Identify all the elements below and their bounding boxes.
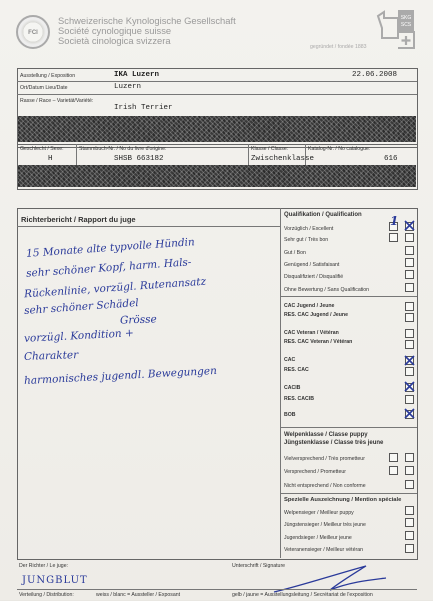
class-label: Klasse / Classe: [251, 146, 289, 152]
distribution-label: Verteilung / Distribution: [19, 592, 74, 598]
res-cac-veteran-checkbox[interactable] [405, 340, 414, 349]
org-name-de: Schweizerische Kynologische Gesellschaft [58, 15, 236, 26]
class-value: Zwischenklasse [251, 155, 315, 163]
puppy-promising-very: Vielversprechend / Très prometteur [284, 456, 365, 462]
very-good-rank-box[interactable] [389, 233, 398, 242]
stud-value: SHSB 663182 [114, 155, 164, 163]
res-cac-checkbox[interactable] [405, 367, 414, 376]
special-best-youngest: Jüngstensieger / Meilleur très jeune [284, 522, 366, 528]
qual-sufficient: Genügend / Satisfaisant [284, 262, 340, 268]
res-cac-label: RES. CAC [284, 367, 309, 373]
special-checkbox-3[interactable] [405, 531, 414, 540]
org-name-fr: Société cynologique suisse [58, 25, 172, 36]
puppy-checkbox-1[interactable] [405, 453, 414, 462]
special-best-puppy: Welpensieger / Meilleur puppy [284, 510, 354, 516]
details-security-pattern [18, 165, 416, 187]
youngest-title: Jüngstenklasse / Classe très jeune [284, 440, 384, 446]
cac-youth-label: CAC Jugend / Jeune [284, 303, 335, 309]
disqualified-checkbox[interactable] [405, 270, 414, 279]
signature-label: Unterschrift / Signature [232, 563, 286, 569]
special-best-veteran: Veteranensieger / Meilleur vétéran [284, 547, 364, 553]
cac-label: CAC [284, 357, 296, 363]
exhibition-date: 22.06.2008 [352, 71, 398, 79]
cac-youth-checkbox[interactable] [405, 302, 414, 311]
report-line-5: Grösse [119, 313, 157, 327]
stud-label: Stammbuch-Nr. / No du livre d'origine: [79, 146, 167, 152]
exhibition-value: IKA Luzern [114, 71, 160, 79]
special-best-junior: Jugendsieger / Meilleur jeune [284, 535, 352, 541]
report-line-4: sehr schöner Schädel [23, 297, 140, 317]
report-line-3: Rückenlinie, vorzügl. Rutenansatz [23, 275, 207, 301]
puppy-not-conform: Nicht entsprechend / Non conforme [284, 483, 366, 489]
founded-text: gegründet / fondée 1883 [310, 44, 367, 50]
bob-label: BOB [284, 412, 296, 418]
res-cac-veteran-label: RES. CAC Veteran / Vétéran [284, 339, 353, 345]
no-rating-checkbox[interactable] [405, 283, 414, 292]
distribution-white: weiss / blanc = Aussteller / Exposant [96, 592, 181, 598]
judge-name: JUNGBLUT [22, 575, 88, 586]
fci-logo-text: FCI [28, 30, 38, 36]
res-cac-youth-checkbox[interactable] [405, 313, 414, 322]
place-label: Ort/Datum Lieu/Date [20, 85, 68, 91]
report-line-7: Charakter [23, 349, 79, 363]
org-name-it: Società cinologica svizzera [58, 35, 171, 46]
catalog-label: Katalog-Nr. / No catalogue: [308, 146, 371, 152]
handwritten-rank: 1 [390, 214, 399, 228]
puppy-promising: Versprechend / Prometteur [284, 469, 346, 475]
res-cac-youth-label: RES. CAC Jugend / Jeune [284, 312, 348, 318]
fci-logo [16, 15, 50, 49]
report-line-8: harmonisches jugendl. Bewegungen [23, 364, 218, 388]
report-title: Richterbericht / Rapport du juge [21, 215, 136, 224]
qual-very-good: Sehr gut / Très bon [284, 237, 329, 243]
breed-label: Rasse / Race – Varietät/Variété: [20, 98, 94, 104]
sufficient-checkbox[interactable] [405, 258, 414, 267]
catalog-value: 616 [384, 155, 398, 163]
puppy-checkbox-3[interactable] [405, 480, 414, 489]
special-checkbox-4[interactable] [405, 544, 414, 553]
special-checkbox-2[interactable] [405, 518, 414, 527]
distribution-yellow: gelb / jaune = Ausstellungsleitung / Secrétariat de l'exposition [232, 592, 373, 598]
skg-dog-logo [376, 8, 416, 50]
judge-label: Der Richter / Le juge: [19, 563, 69, 569]
special-checkbox-1[interactable] [405, 506, 414, 515]
bob-check-mark [403, 407, 416, 425]
report-line-1: 15 Monate alte typvolle Hündin [25, 236, 196, 260]
svg-text:SCS: SCS [400, 22, 412, 28]
qualification-title: Qualifikation / Qualification [284, 212, 362, 218]
very-good-checkbox[interactable] [405, 233, 414, 242]
qual-good: Gut / Bon [284, 250, 306, 256]
res-cacib-checkbox[interactable] [405, 395, 414, 404]
sex-value: H [48, 155, 53, 163]
org-name-block [58, 16, 328, 46]
report-line-2: sehr schöner Kopf, harm. Hals- [25, 256, 192, 280]
cacib-label: CACIB [284, 385, 301, 391]
special-title: Spezielle Auszeichnung / Mention spéciale [284, 497, 402, 503]
sex-label: Geschlecht / Sexe: [20, 146, 64, 152]
puppy-rank-box-1[interactable] [389, 453, 398, 462]
puppy-title: Welpenklasse / Classe puppy [284, 432, 368, 438]
exhibition-label: Ausstellung / Exposition [20, 73, 76, 79]
cac-veteran-label: CAC Veteran / Vétéran [284, 330, 339, 336]
cac-veteran-checkbox[interactable] [405, 329, 414, 338]
place-value: Luzern [114, 83, 142, 91]
qual-no-rating: Ohne Bewertung / Sans Qualification [284, 287, 370, 293]
res-cacib-label: RES. CACIB [284, 396, 314, 402]
report-line-6: vorzügl. Kondition + [23, 327, 135, 345]
breed-value: Irish Terrier [114, 104, 173, 112]
puppy-checkbox-2[interactable] [405, 466, 414, 475]
puppy-rank-box-2[interactable] [389, 466, 398, 475]
svg-text:SKG: SKG [400, 15, 412, 21]
qual-disqualified: Disqualifiziert / Disqualifié [284, 274, 344, 280]
qual-excellent: Vorzüglich / Excellent [284, 226, 334, 232]
good-checkbox[interactable] [405, 246, 414, 255]
breed-security-pattern [18, 116, 416, 142]
